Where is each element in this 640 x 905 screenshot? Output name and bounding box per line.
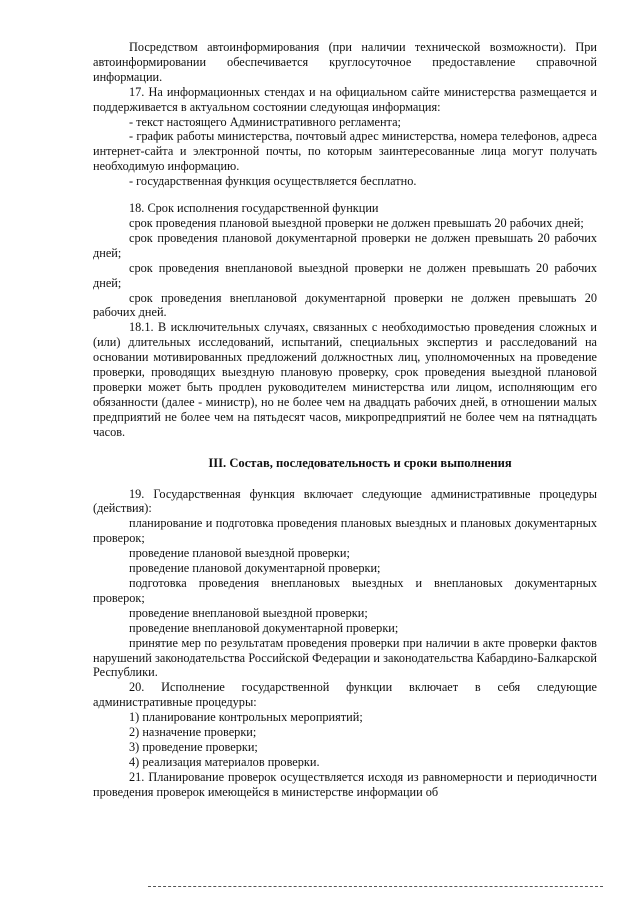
- list-item-3: 3) проведение проверки;: [129, 739, 258, 754]
- procedure-unplanned-documentary: проведение внеплановой документарной проверки;: [129, 620, 399, 635]
- paragraph-18-title: 18. Срок исполнения государственной функции: [129, 201, 379, 216]
- list-item-4: 4) реализация материалов проверки.: [129, 754, 320, 769]
- paragraph-19: 19. Государственная функция включает следующие административные процедуры (действия):: [93, 486, 597, 516]
- paragraph-autoinform: Посредством автоинформирования (при наличии технической возможности). При автоинформировании обеспечивается круглосуточное предоставление справочной информации.: [93, 40, 597, 84]
- list-item-schedule: - график работы министерства, почтовый адрес министерства, номера телефонов, адреса интернет-сайта и электронной почты, по которым заинтересованные лица могут получать необходимую информацию.: [93, 129, 597, 174]
- procedure-planning: планирование и подготовка проведения плановых выездных и плановых документарных проверок;: [93, 516, 597, 546]
- page-footer-rule: [148, 886, 603, 887]
- document-body: [93, 40, 597, 800]
- list-item-1: 1) планирование контрольных мероприятий;: [129, 710, 363, 725]
- procedure-unplanned-onsite: проведение внеплановой выездной проверки;: [129, 605, 368, 620]
- section-heading: III. Состав, последовательность и сроки выполнения: [208, 455, 512, 470]
- paragraph-18-1: 18.1. В исключительных случаях, связанных с необходимостью проведения сложных и (или) длительных исследований, испытаний, специальных экспертиз и расследований на основании мотивированных предложений должностных лиц, уполномоченных на проведение проверки, проводящих выездную плановую проверку, срок проведения выездной плановой проверки может быть продлен руководителем министерства или лицом, исполняющим его обязанности (далее - министр), но не более чем на двадцать рабочих дней, в отношении малых предприятий не более чем на пятьдесят часов, микропредприятий не более чем на пятнадцать часов.: [93, 320, 597, 439]
- spacer: [93, 440, 597, 456]
- term-unplanned-onsite: срок проведения внеплановой выездной проверки не должен превышать 20 рабочих дней;: [93, 260, 597, 290]
- list-item-free-of-charge: - государственная функция осуществляется бесплатно.: [129, 174, 417, 189]
- procedure-unplanned-preparation: подготовка проведения внеплановых выездных и внеплановых документарных проверок;: [93, 576, 597, 605]
- paragraph-20: 20. Исполнение государственной функции включает в себя следующие административные процедуры:: [93, 680, 597, 710]
- list-item-2: 2) назначение проверки;: [129, 725, 257, 740]
- spacer: [93, 189, 597, 201]
- list-item-regulation-text: - текст настоящего Административного регламента;: [129, 114, 401, 129]
- term-planned-onsite: срок проведения плановой выездной проверки не должен превышать 20 рабочих дней;: [129, 215, 584, 230]
- paragraph-17: 17. На информационных стендах и на официальном сайте министерства размещается и поддерживается в актуальном состоянии следующая информация:: [93, 84, 597, 114]
- term-planned-documentary: срок проведения плановой документарной проверки не должен превышать 20 рабочих дней;: [93, 230, 597, 260]
- procedure-planned-documentary: проведение плановой документарной проверки;: [129, 561, 381, 576]
- procedure-measures: принятие мер по результатам проведения проверки при наличии в акте проверки фактов нарушений законодательства Российской Федерации и законодательства Кабардино-Балкарской Республики.: [93, 635, 597, 680]
- term-unplanned-documentary: срок проведения внеплановой документарной проверки не должен превышать 20 рабочих дней.: [93, 290, 597, 320]
- spacer: [93, 471, 597, 487]
- procedure-planned-onsite: проведение плановой выездной проверки;: [129, 546, 350, 561]
- paragraph-21: 21. Планирование проверок осуществляется исходя из равномерности и периодичности проведения проверок имеющейся в министерстве информации об: [93, 769, 597, 799]
